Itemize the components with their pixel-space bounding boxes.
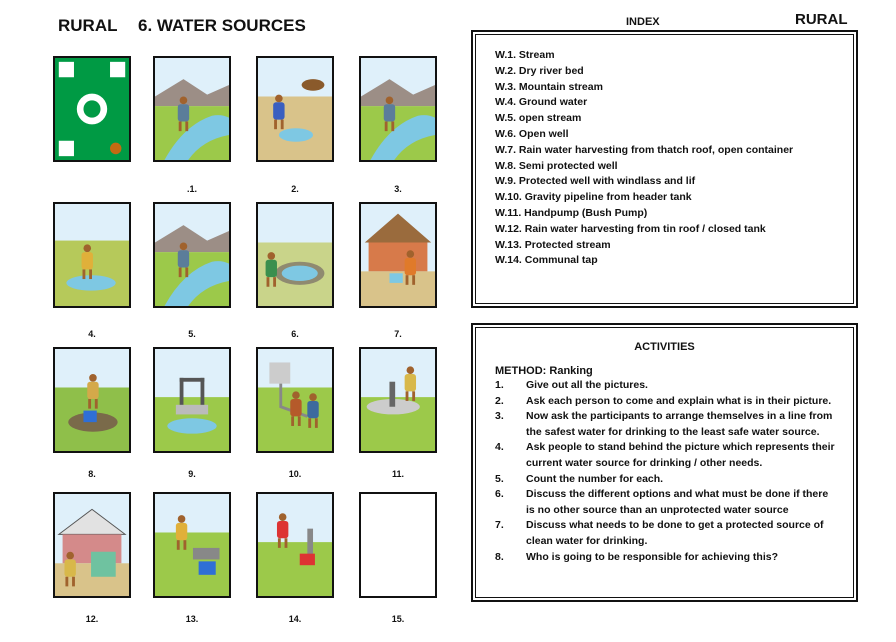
step-text: Discuss what needs to be done to get a protected source of clean water for drinking. — [526, 519, 824, 547]
activity-step — [495, 409, 835, 440]
activity-step — [495, 472, 835, 488]
index-item: W.1. Stream — [495, 49, 555, 61]
card-number: 4. — [88, 329, 96, 339]
picture-card-open-stream — [153, 202, 231, 308]
activities-panel — [471, 323, 858, 602]
card-number: 7. — [394, 329, 402, 339]
picture-card-blank — [359, 492, 437, 598]
index-item: W.8. Semi protected well — [495, 159, 618, 172]
activity-step — [495, 378, 835, 394]
thatch-roof-illustration — [361, 204, 435, 306]
step-text: Count the number for each. — [526, 472, 664, 485]
index-item: W.13. Protected stream — [495, 238, 611, 251]
card-number: 11. — [391, 469, 404, 479]
index-item: W.6. Open well — [495, 127, 569, 140]
step-text: Ask each person to come and explain what is in their picture. — [526, 394, 832, 407]
step-text: Who is going to be responsible for achieving this? — [526, 550, 779, 563]
index-item: W.11. Handpump (Bush Pump) — [495, 206, 648, 219]
step-number: 6. — [495, 488, 504, 501]
step-text: Give out all the pictures. — [526, 379, 648, 391]
communal-tap-illustration — [258, 494, 332, 596]
picture-card-tin-roof-tank — [53, 492, 131, 598]
cover-illustration — [55, 58, 129, 160]
card-number: 15. — [391, 614, 405, 624]
card-number: 9. — [188, 469, 196, 479]
card-number: .1. — [186, 184, 197, 194]
index-item: W.14. Communal tap — [495, 254, 598, 267]
step-text: Ask people to stand behind the picture which represents their current water source for drinking / other needs. — [526, 441, 835, 469]
index-item: W.10. Gravity pipeline from header tank — [495, 191, 692, 204]
activity-step — [495, 440, 835, 471]
step-text: Now ask the participants to arrange themselves in a line from the safest water for drinking to the least safe water source. — [526, 410, 833, 438]
index-item: W.7. Rain water harvesting from thatch roof, open container — [495, 143, 794, 156]
activity-step — [495, 487, 835, 518]
semi-protected-well-illustration — [55, 349, 129, 451]
blank-illustration — [361, 494, 435, 596]
open-stream-illustration — [155, 204, 229, 306]
picture-card-windlass-well — [153, 347, 231, 453]
picture-card-gravity-pipeline — [256, 347, 334, 453]
step-number: 7. — [495, 519, 504, 532]
card-number: 6. — [291, 329, 299, 339]
index-item: W.2. Dry river bed — [495, 64, 584, 77]
step-number: 1. — [495, 379, 504, 391]
picture-card-ground-water — [53, 202, 131, 308]
activity-step — [495, 394, 835, 410]
card-number: 10. — [288, 469, 302, 479]
activity-step — [495, 518, 835, 549]
activity-step — [495, 550, 835, 566]
picture-card-communal-tap — [256, 492, 334, 598]
picture-card-open-well — [256, 202, 334, 308]
rural-label-right: RURAL — [795, 11, 848, 28]
step-number: 2. — [495, 394, 504, 407]
picture-card-stream — [153, 56, 231, 162]
handpump-illustration — [361, 349, 435, 451]
cover-logo-card — [53, 56, 131, 162]
picture-card-protected-stream — [153, 492, 231, 598]
rural-label-left: RURAL — [58, 16, 118, 35]
protected-stream-illustration — [155, 494, 229, 596]
picture-card-semi-protected-well — [53, 347, 131, 453]
stream-illustration — [155, 58, 229, 160]
picture-card-handpump — [359, 347, 437, 453]
index-item: W.9. Protected well with windlass and lif — [495, 175, 696, 188]
card-number: 2. — [291, 184, 299, 194]
picture-card-dry-river — [256, 56, 334, 162]
card-number: 5. — [188, 329, 196, 339]
activities-list — [495, 378, 835, 565]
card-number: 12. — [85, 614, 99, 624]
picture-card-mountain-stream — [359, 56, 437, 162]
picture-card-thatch-roof — [359, 202, 437, 308]
step-number: 4. — [495, 441, 504, 454]
index-item: W.12. Rain water harvesting from tin roof / closed tank — [495, 222, 766, 235]
card-number: 13. — [185, 614, 199, 624]
page-title: 6. WATER SOURCES — [138, 16, 306, 35]
index-item: W.4. Ground water — [495, 96, 588, 109]
step-number: 5. — [495, 472, 504, 485]
ground-water-illustration — [55, 204, 129, 306]
card-number: 3. — [394, 184, 402, 194]
step-number: 8. — [495, 550, 504, 563]
card-number: 8. — [88, 469, 96, 479]
card-number: 14. — [288, 614, 302, 624]
step-text: Discuss the different options and what must be done if there is no other source than an unprotected water source — [526, 488, 829, 516]
index-item: W.5. open stream — [495, 112, 582, 125]
step-number: 3. — [495, 410, 504, 423]
dry-river-illustration — [258, 58, 332, 160]
method-label: METHOD: Ranking — [495, 365, 593, 377]
index-label: INDEX — [626, 16, 660, 28]
index-list — [495, 48, 793, 269]
index-item: W.3. Mountain stream — [495, 80, 603, 93]
index-panel — [471, 30, 858, 308]
tin-roof-tank-illustration — [55, 494, 129, 596]
activities-title: ACTIVITIES — [634, 341, 695, 353]
gravity-pipeline-illustration — [258, 349, 332, 451]
open-well-illustration — [258, 204, 332, 306]
windlass-well-illustration — [155, 349, 229, 451]
mountain-stream-illustration — [361, 58, 435, 160]
